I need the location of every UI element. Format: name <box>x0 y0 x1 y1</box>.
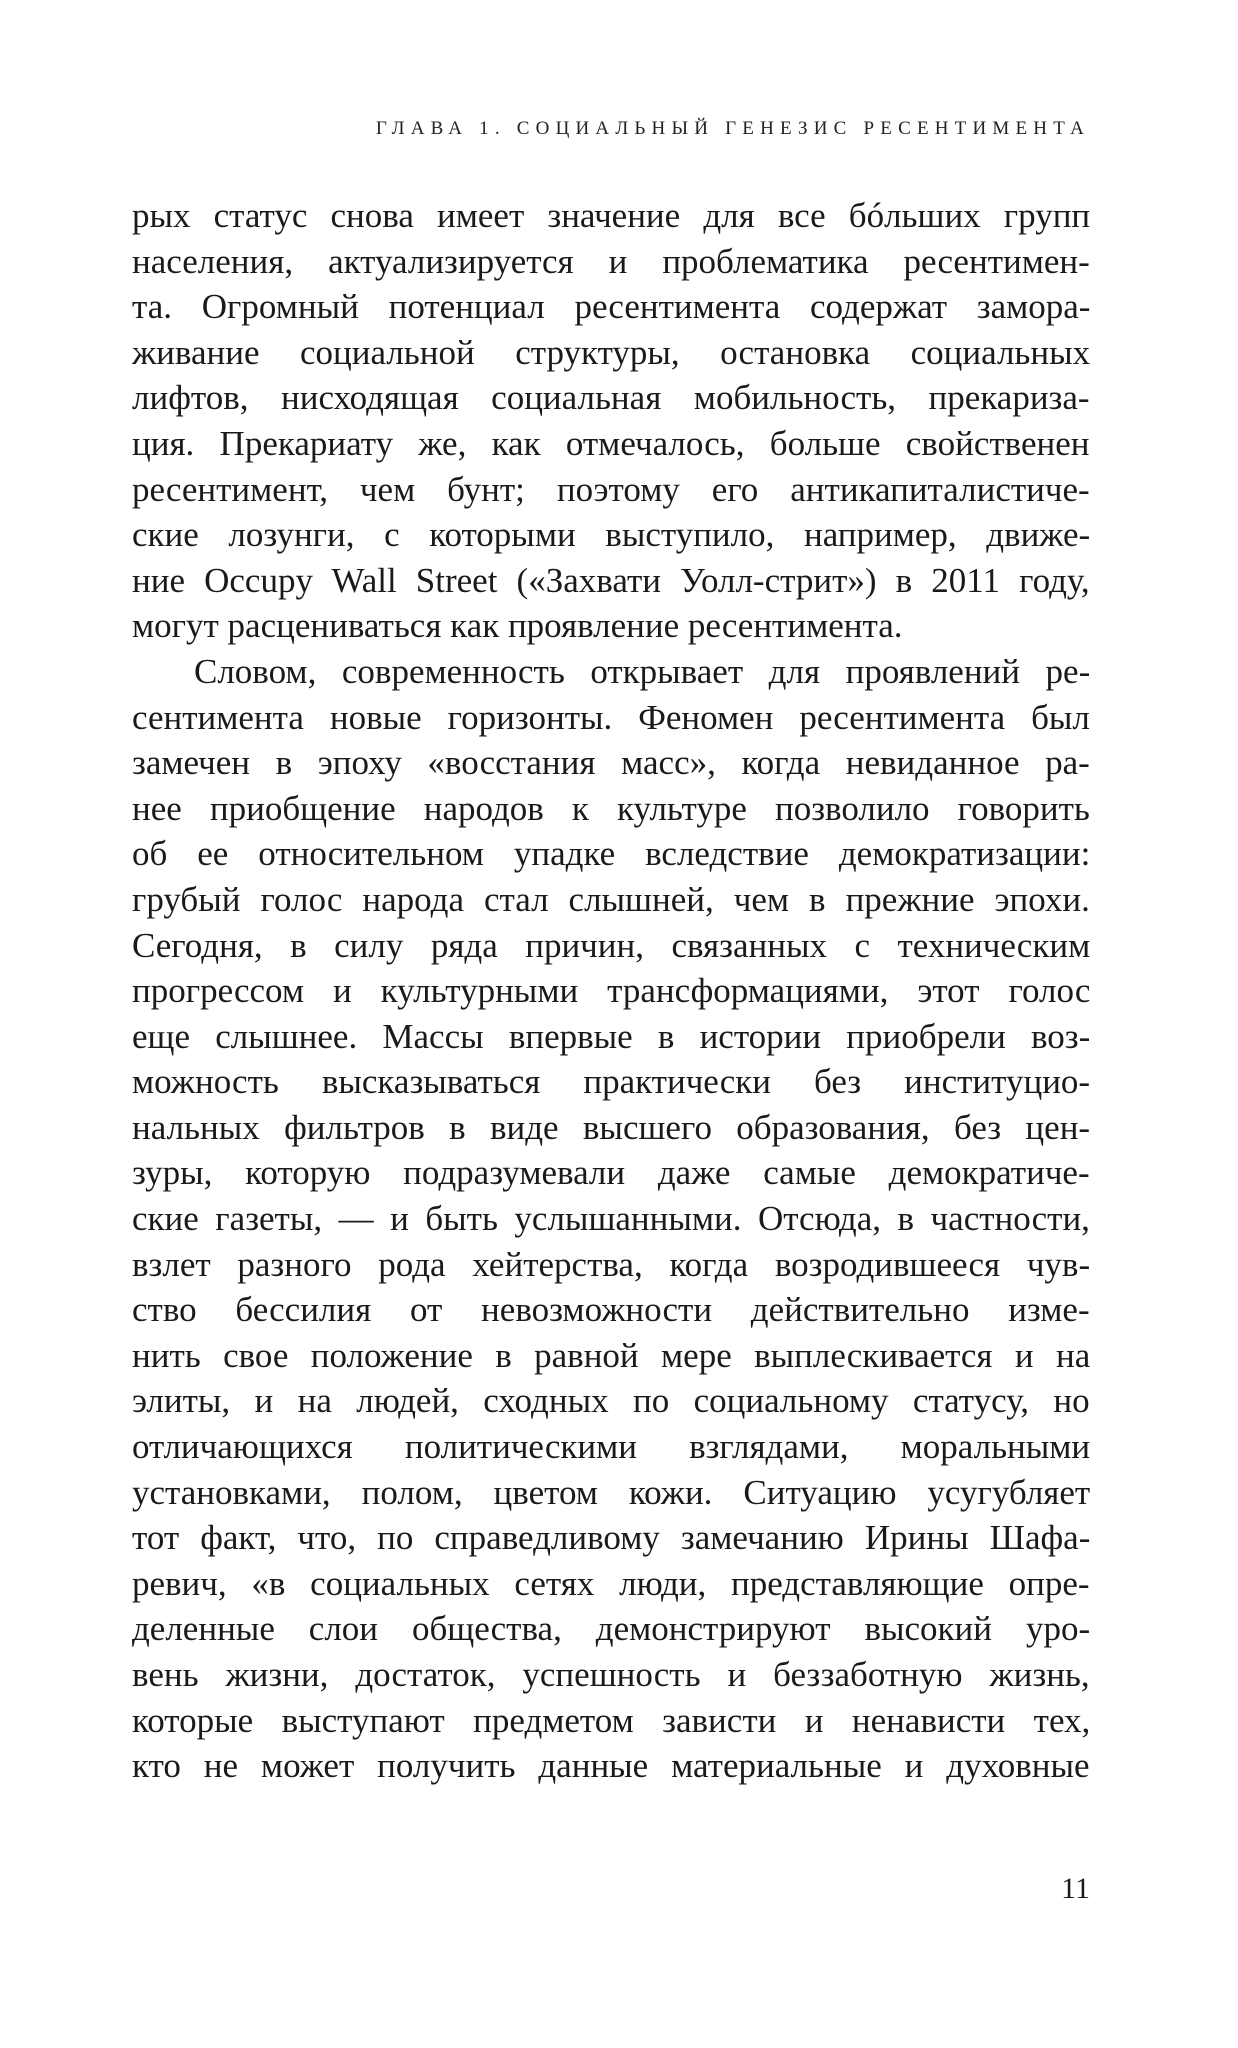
text-line: нальных фильтров в виде высшего образования, без цен- <box>132 1107 1091 1147</box>
text-line: сентимента новые горизонты. Феномен ресентимента был <box>132 697 1090 737</box>
text-line: Сегодня, в силу ряда причин, связанных с техническим <box>132 925 1091 965</box>
text-line: замечен в эпоху «восстания масс», когда невиданное ра- <box>132 743 1090 783</box>
text-line: ские лозунги, с которыми выступило, например, движе- <box>132 515 1091 555</box>
text-line: тот факт, что, по справедливому замечанию Ирины Шафа- <box>132 1518 1091 1558</box>
text-line: отличающихся политическими взглядами, моральными <box>132 1427 1091 1467</box>
text-line: прогрессом и культурными трансформациями, этот голос <box>132 971 1091 1011</box>
text-line: деленные слои общества, демонстрируют высокий уро- <box>132 1609 1091 1649</box>
text-line: ревич, «в социальных сетях люди, представляющие опре- <box>132 1563 1090 1603</box>
text-line: та. Огромный потенциал ресентимента содержат замора- <box>132 287 1091 327</box>
text-line: взлет разного рода хейтерства, когда возродившееся чув- <box>132 1244 1091 1284</box>
text-line: можность высказываться практически без институцио- <box>132 1062 1091 1102</box>
running-head: ГЛАВА 1. СОЦИАЛЬНЫЙ ГЕНЕЗИС РЕСЕНТИМЕНТА <box>375 118 1090 139</box>
text-line: которые выступают предметом зависти и ненависти тех, <box>132 1700 1091 1740</box>
text-line: Словом, современность открывает для проявлений ре- <box>194 651 1091 691</box>
text-line: ство бессилия от невозможности действительно изме- <box>132 1290 1090 1330</box>
text-line: ция. Прекариату же, как отмечалось, больше свойственен <box>132 423 1090 463</box>
text-line: еще слышнее. Массы впервые в истории приобрели воз- <box>132 1016 1091 1056</box>
text-line: населения, актуализируется и проблематика ресентимен- <box>132 241 1090 281</box>
text-line: зуры, которую подразумевали даже самые демократиче- <box>132 1153 1090 1193</box>
text-line: грубый голос народа стал слышней, чем в прежние эпохи. <box>132 879 1090 919</box>
text-line: рых статус снова имеет значение для все бóльших групп <box>132 196 1091 235</box>
text-line: установками, полом, цветом кожи. Ситуацию усугубляет <box>132 1472 1091 1512</box>
text-line: элиты, и на людей, сходных по социальному статусу, но <box>132 1381 1090 1421</box>
text-line: лифтов, нисходящая социальная мобильность, прекариза- <box>132 378 1090 418</box>
text-line: нить свое положение в равной мере выплескивается и на <box>132 1335 1091 1375</box>
text-line: об ее относительном упадке вследствие демократизации: <box>132 834 1091 874</box>
body-text <box>132 193 1090 1789</box>
text-line: могут расцениваться как проявление ресентимента. <box>132 606 903 646</box>
page-number: 11 <box>1061 1872 1090 1905</box>
text-line: ресентимент, чем бунт; поэтому его антикапиталистиче- <box>132 469 1090 509</box>
paragraph <box>132 193 1090 649</box>
text-line: кто не может получить данные материальные и духовные <box>132 1746 1090 1786</box>
paragraph <box>132 649 1090 1789</box>
text-line: ние Occupy Wall Street («Захвати Уолл-стрит») в 2011 году, <box>132 560 1090 600</box>
text-line: вень жизни, достаток, успешность и беззаботную жизнь, <box>132 1655 1090 1694</box>
text-line: нее приобщение народов к культуре позволило говорить <box>132 788 1090 828</box>
text-line: ские газеты, — и быть услышанными. Отсюда, в частности, <box>132 1199 1090 1239</box>
text-line: живание социальной структуры, остановка социальных <box>132 332 1091 372</box>
